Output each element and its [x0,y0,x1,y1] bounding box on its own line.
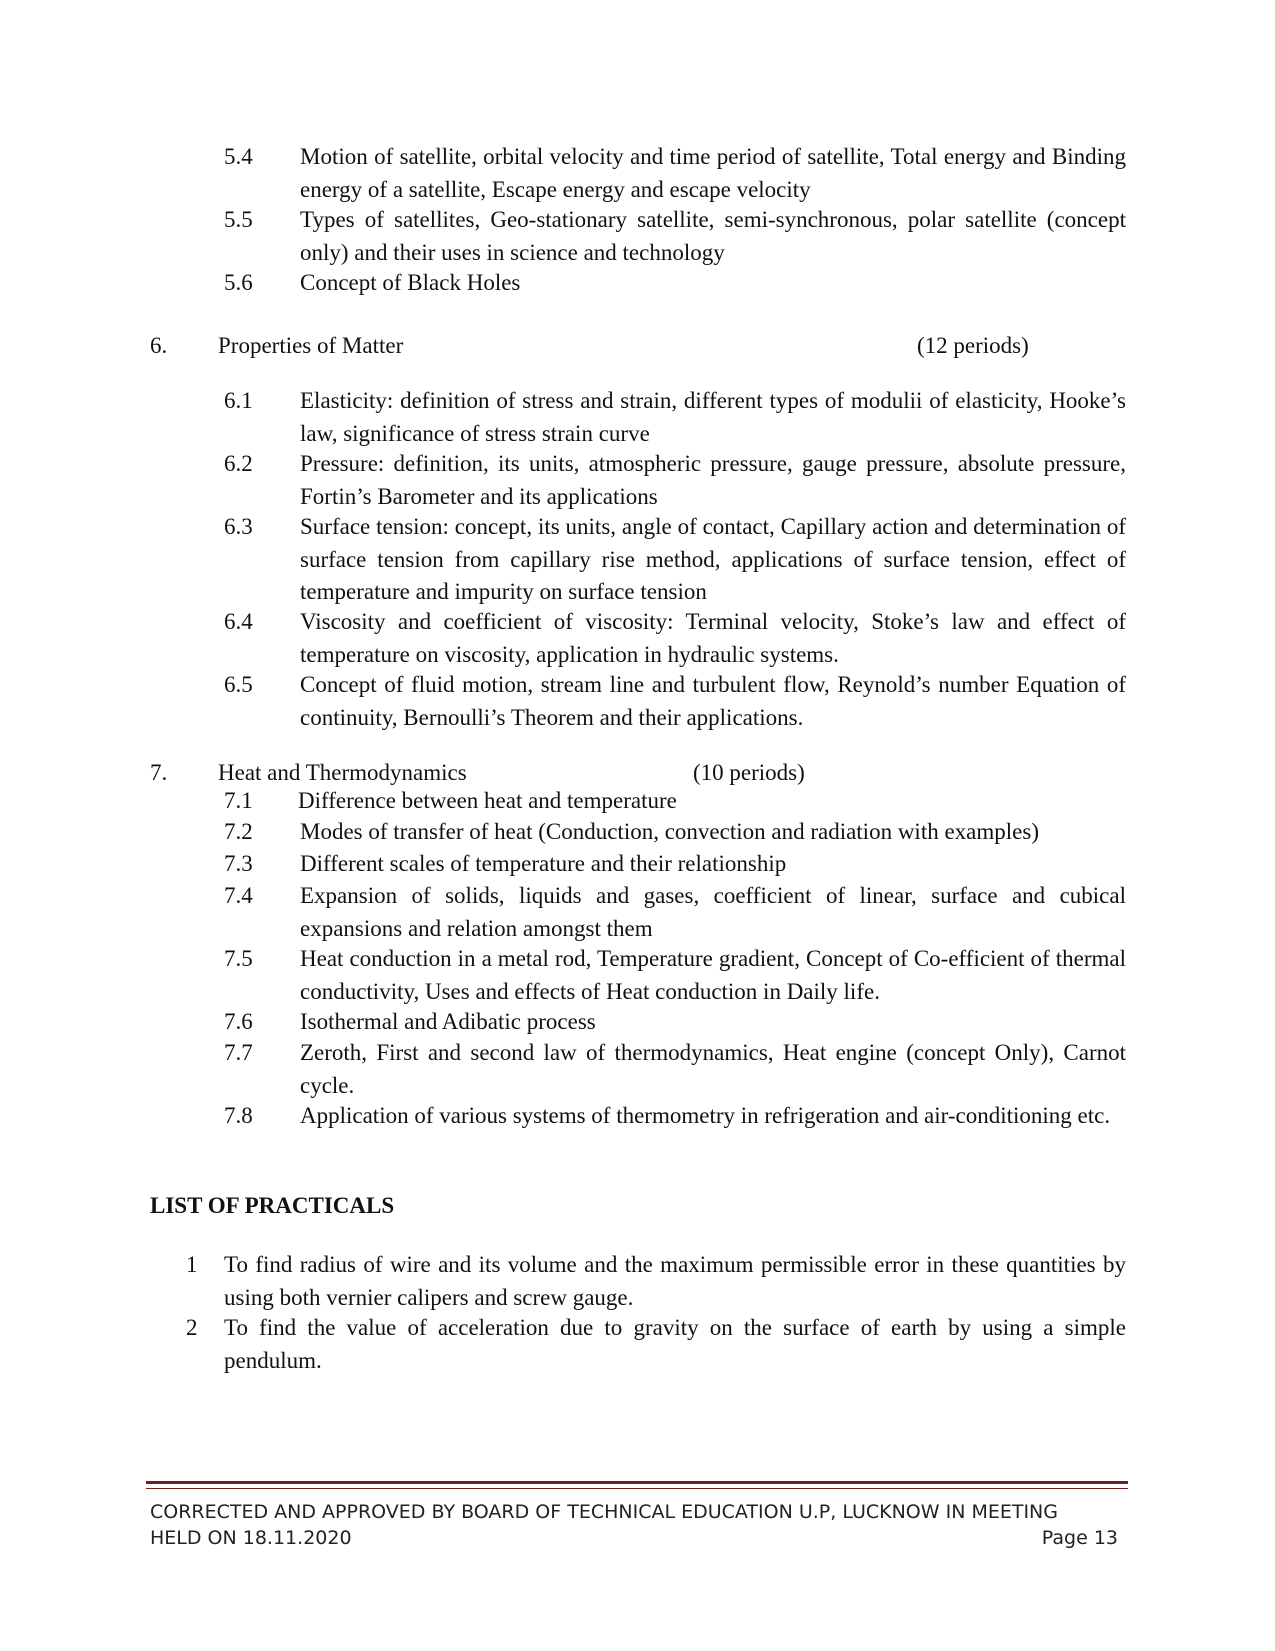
item-number: 5.6 [224,270,253,295]
item-number: 7.8 [224,1103,253,1128]
section-periods: (12 periods) [917,333,1029,358]
footer-date-text: HELD ON 18.11.2020 [150,1527,352,1549]
list-item-6-3 [224,511,1126,609]
section-title: Heat and Thermodynamics [218,760,467,785]
item-text: Different scales of temperature and their relationship [300,851,787,876]
footer-divider-thin [146,1488,1128,1489]
list-item-7-1 [224,785,1126,818]
item-text: Zeroth, First and second law of thermodynamics, Heat engine (concept Only), Carnot cycle. [300,1040,1126,1098]
item-number: 7.6 [224,1009,253,1034]
item-text: Difference between heat and temperature [298,788,677,813]
item-number: 7.7 [224,1040,253,1065]
page-footer [150,1499,1118,1551]
item-text: Motion of satellite, orbital velocity and time period of satellite, Total energy and Binding energy of a satellite, Escape energy and escape velocity [300,144,1126,202]
item-text: Modes of transfer of heat (Conduction, convection and radiation with examples) [300,819,1039,844]
item-text: Types of satellites, Geo-stationary satellite, semi-synchronous, polar satellite (concept only) and their uses in science and technology [300,207,1126,265]
practical-item-2 [186,1312,1126,1377]
item-text: Elasticity: definition of stress and strain, different types of modulii of elasticity, Hooke’s law, significance of stress strain curve [300,388,1126,446]
practicals-heading: LIST OF PRACTICALS [150,1193,395,1218]
list-item-6-2 [224,448,1126,513]
list-item-7-2 [224,816,1126,849]
section-number: 7. [150,760,168,785]
page-number: Page 13 [1041,1527,1118,1549]
item-text: To find radius of wire and its volume and the maximum permissible error in these quantities by using both vernier calipers and screw gauge. [224,1252,1126,1310]
list-item-7-8 [224,1100,1126,1133]
item-text: Viscosity and coefficient of viscosity: Terminal velocity, Stoke’s law and effect of temperature on viscosity, application in hydraulic systems. [300,609,1126,667]
item-number: 6.5 [224,672,253,697]
item-number: 2 [186,1315,198,1340]
item-number: 7.4 [224,883,253,908]
item-number: 6.1 [224,388,253,413]
list-item-7-4 [224,880,1126,945]
list-item-7-7 [224,1037,1126,1102]
footer-line-1 [150,1499,1118,1525]
item-number: 7.1 [224,788,253,813]
item-number: 5.5 [224,207,253,232]
list-item-6-1 [224,385,1126,450]
footer-approval-text: CORRECTED AND APPROVED BY BOARD OF TECHNICAL EDUCATION U.P, LUCKNOW IN MEETING [150,1501,1058,1523]
list-item-6-5 [224,669,1126,734]
list-item-6-4 [224,606,1126,671]
item-number: 6.4 [224,609,253,634]
list-item-7-5 [224,943,1126,1008]
practical-item-1 [186,1249,1126,1314]
item-text: Heat conduction in a metal rod, Temperature gradient, Concept of Co-efficient of thermal conductivity, Uses and effects of Heat conduction in Daily life. [300,946,1126,1004]
item-text: Expansion of solids, liquids and gases, coefficient of linear, surface and cubical expansions and relation amongst them [300,883,1126,941]
list-item-5-5 [224,204,1126,269]
section-number: 6. [150,333,168,358]
item-number: 1 [186,1252,198,1277]
footer-line-2 [150,1525,1118,1551]
section-title: Properties of Matter [218,333,404,358]
footer-divider [146,1481,1128,1484]
item-text: To find the value of acceleration due to gravity on the surface of earth by using a simple pendulum. [224,1315,1126,1373]
list-item-5-4 [224,141,1126,206]
item-text: Pressure: definition, its units, atmospheric pressure, gauge pressure, absolute pressure, Fortin’s Barometer and its applications [300,451,1126,509]
item-text: Surface tension: concept, its units, angle of contact, Capillary action and determination of surface tension from capillary rise method, applications of surface tension, effect of temperature and impurity on surface tension [300,514,1126,604]
item-number: 7.3 [224,851,253,876]
item-number: 6.2 [224,451,253,476]
item-text: Concept of Black Holes [300,270,521,295]
item-number: 6.3 [224,514,253,539]
item-text: Application of various systems of thermometry in refrigeration and air-conditioning etc. [300,1103,1111,1128]
item-text: Isothermal and Adibatic process [300,1009,596,1034]
item-number: 7.5 [224,946,253,971]
item-text: Concept of fluid motion, stream line and turbulent flow, Reynold’s number Equation of continuity, Bernoulli’s Theorem and their applications. [300,672,1126,730]
list-item-5-6 [224,267,1126,300]
list-item-7-6 [224,1006,1126,1039]
section-periods: (10 periods) [693,760,805,785]
item-number: 7.2 [224,819,253,844]
list-item-7-3 [224,848,1126,881]
item-number: 5.4 [224,144,253,169]
